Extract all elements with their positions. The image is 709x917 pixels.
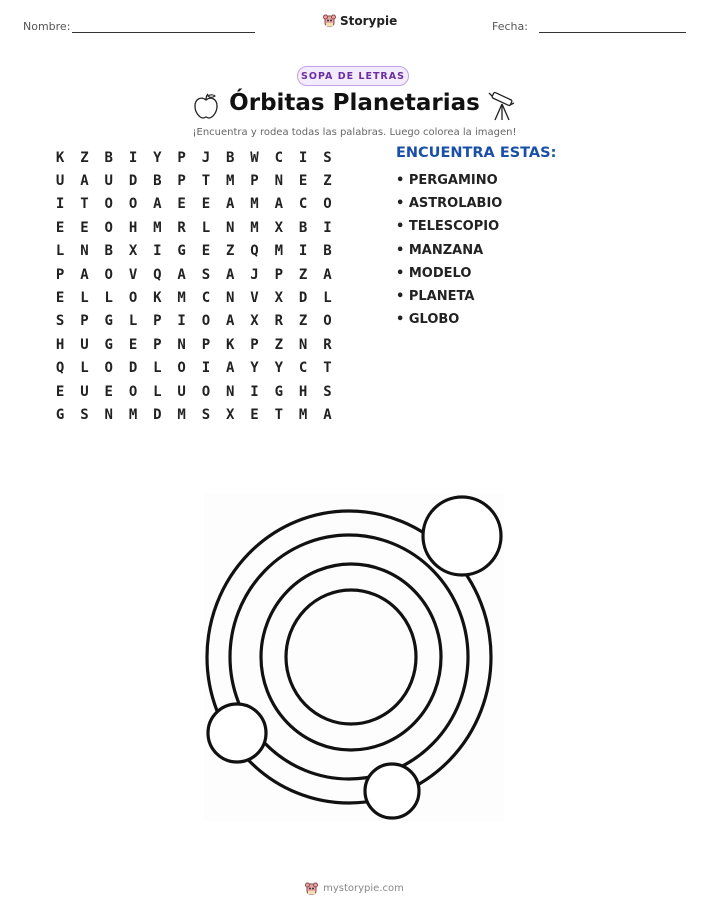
- grid-letter: S: [80, 406, 89, 423]
- grid-letter: R: [177, 219, 186, 236]
- grid-letter: D: [298, 290, 308, 307]
- grid-letter: L: [80, 360, 89, 377]
- grid-letter: N: [226, 383, 235, 400]
- grid-letter: O: [104, 219, 113, 236]
- grid-letter: P: [274, 266, 284, 283]
- grid-letter: M: [274, 243, 284, 260]
- date-label: Fecha:: [492, 20, 528, 33]
- grid-letter: N: [104, 406, 113, 423]
- grid-letter: Y: [274, 360, 284, 377]
- grid-letter: A: [80, 173, 89, 190]
- grid-letter: I: [153, 243, 162, 260]
- grid-letter: L: [153, 383, 162, 400]
- grid-letter: Z: [80, 149, 89, 166]
- grid-letter: X: [274, 219, 284, 236]
- grid-letter: J: [250, 266, 259, 283]
- grid-letter: A: [177, 266, 186, 283]
- grid-letter: I: [298, 149, 308, 166]
- grid-letter: D: [128, 360, 138, 377]
- grid-letter: A: [226, 313, 235, 330]
- grid-letter: G: [177, 243, 186, 260]
- name-line: [72, 32, 255, 33]
- grid-letter: B: [298, 219, 308, 236]
- grid-letter: H: [298, 383, 308, 400]
- grid-letter: T: [274, 406, 284, 423]
- grid-letter: L: [104, 290, 113, 307]
- footer: [0, 881, 709, 896]
- date-line: [539, 32, 686, 33]
- grid-letter: E: [250, 406, 259, 423]
- grid-letter: O: [201, 383, 211, 400]
- word-list-item: • MANZANA: [396, 242, 484, 258]
- grid-letter: U: [104, 173, 113, 190]
- grid-letter: B: [323, 243, 332, 260]
- bottom-planet: [365, 764, 419, 818]
- grid-letter: S: [55, 313, 65, 330]
- grid-letter: X: [226, 406, 235, 423]
- grid-letter: Z: [298, 313, 308, 330]
- grid-letter: K: [226, 336, 235, 353]
- grid-letter: L: [153, 360, 162, 377]
- word-list: [396, 172, 502, 334]
- grid-letter: I: [201, 360, 211, 377]
- grid-letter: N: [80, 243, 89, 260]
- grid-letter: P: [177, 173, 186, 190]
- grid-letter: U: [177, 383, 186, 400]
- word-search-grid: [48, 146, 340, 427]
- word-list-item: • MODELO: [396, 265, 472, 281]
- grid-letter: C: [274, 149, 284, 166]
- grid-letter: T: [80, 196, 89, 213]
- grid-letter: R: [323, 336, 332, 353]
- grid-letter: X: [250, 313, 259, 330]
- grid-letter: Q: [153, 266, 162, 283]
- grid-letter: G: [104, 336, 113, 353]
- grid-letter: Q: [55, 360, 65, 377]
- brand: [323, 13, 397, 28]
- grid-letter: V: [128, 266, 138, 283]
- grid-letter: M: [177, 290, 186, 307]
- grid-letter: J: [201, 149, 211, 166]
- grid-letter: Z: [323, 173, 332, 190]
- grid-letter: S: [323, 149, 332, 166]
- grid-letter: O: [104, 360, 113, 377]
- grid-letter: P: [177, 149, 186, 166]
- grid-letter: U: [55, 173, 65, 190]
- grid-letter: M: [298, 406, 308, 423]
- grid-letter: G: [55, 406, 65, 423]
- grid-letter: P: [153, 336, 162, 353]
- grid-letter: O: [177, 360, 186, 377]
- grid-letter: P: [201, 336, 211, 353]
- grid-letter: S: [201, 266, 211, 283]
- grid-letter: E: [177, 196, 186, 213]
- grid-letter: O: [201, 313, 211, 330]
- grid-letter: C: [201, 290, 211, 307]
- word-list-item: • PLANETA: [396, 288, 475, 304]
- grid-letter: E: [128, 336, 138, 353]
- grid-letter: P: [250, 336, 259, 353]
- grid-letter: K: [55, 149, 65, 166]
- grid-letter: E: [201, 196, 211, 213]
- grid-letter: S: [201, 406, 211, 423]
- left-planet: [208, 704, 266, 762]
- grid-letter: A: [323, 406, 332, 423]
- grid-letter: O: [104, 196, 113, 213]
- grid-letter: L: [128, 313, 138, 330]
- grid-letter: T: [201, 173, 211, 190]
- grid-letter: W: [250, 149, 259, 166]
- grid-letter: Y: [153, 149, 162, 166]
- grid-letter: U: [80, 383, 89, 400]
- instructions: ¡Encuentra y rodea todas las palabras. Luego colorea la imagen!: [192, 127, 517, 138]
- grid-letter: O: [128, 383, 138, 400]
- grid-letter: N: [226, 290, 235, 307]
- grid-letter: A: [80, 266, 89, 283]
- grid-letter: P: [80, 313, 89, 330]
- grid-letter: V: [250, 290, 259, 307]
- grid-letter: O: [323, 313, 332, 330]
- grid-letter: G: [274, 383, 284, 400]
- grid-letter: E: [201, 243, 211, 260]
- grid-letter: N: [177, 336, 186, 353]
- grid-letter: I: [55, 196, 65, 213]
- grid-letter: E: [55, 383, 65, 400]
- grid-letter: D: [153, 406, 162, 423]
- page-title: [0, 90, 709, 116]
- storypie-mascot-icon: [323, 13, 336, 28]
- grid-letter: U: [80, 336, 89, 353]
- grid-letter: A: [274, 196, 284, 213]
- word-list-item: • PERGAMINO: [396, 173, 498, 188]
- grid-letter: E: [80, 219, 89, 236]
- grid-letter: I: [177, 313, 186, 330]
- grid-letter: L: [80, 290, 89, 307]
- grid-letter: O: [323, 196, 332, 213]
- name-label: Nombre:: [23, 20, 71, 33]
- grid-letter: R: [274, 313, 284, 330]
- grid-letter: O: [128, 196, 138, 213]
- grid-letter: X: [274, 290, 284, 307]
- grid-letter: Q: [250, 243, 259, 260]
- grid-letter: P: [153, 313, 162, 330]
- grid-letter: H: [128, 219, 138, 236]
- grid-letter: B: [104, 149, 113, 166]
- grid-letter: A: [226, 266, 235, 283]
- grid-letter: E: [55, 290, 65, 307]
- grid-letter: E: [55, 219, 65, 236]
- grid-letter: K: [153, 290, 162, 307]
- grid-letter: G: [104, 313, 113, 330]
- grid-letter: N: [226, 219, 235, 236]
- footer-url: mystorypie.com: [323, 883, 404, 894]
- planetary-orbits-illustration: [204, 493, 504, 821]
- grid-letter: M: [250, 219, 259, 236]
- grid-letter: O: [128, 290, 138, 307]
- grid-letter: Z: [298, 266, 308, 283]
- top-right-planet: [423, 497, 501, 575]
- grid-letter: M: [153, 219, 162, 236]
- grid-letter: D: [128, 173, 138, 190]
- word-list-item: • ASTROLABIO: [396, 196, 503, 212]
- grid-letter: S: [323, 383, 332, 400]
- page-title-text: Órbitas Planetarias: [229, 90, 480, 116]
- telescope-icon: [486, 90, 518, 122]
- word-list-title: ENCUENTRA ESTAS:: [396, 145, 557, 161]
- grid-letter: M: [250, 196, 259, 213]
- activity-badge: SOPA DE LETRAS: [297, 66, 409, 86]
- grid-letter: L: [55, 243, 65, 260]
- grid-letter: N: [298, 336, 308, 353]
- grid-letter: A: [323, 266, 332, 283]
- grid-letter: M: [128, 406, 138, 423]
- grid-letter: Z: [226, 243, 235, 260]
- grid-letter: O: [104, 266, 113, 283]
- grid-letter: B: [153, 173, 162, 190]
- grid-letter: C: [298, 360, 308, 377]
- grid-letter: I: [323, 219, 332, 236]
- grid-letter: X: [128, 243, 138, 260]
- grid-letter: H: [55, 336, 65, 353]
- grid-letter: I: [128, 149, 138, 166]
- grid-letter: L: [323, 290, 332, 307]
- grid-letter: C: [298, 196, 308, 213]
- grid-letter: A: [153, 196, 162, 213]
- grid-letter: T: [323, 360, 332, 377]
- grid-letter: A: [226, 196, 235, 213]
- grid-letter: L: [201, 219, 211, 236]
- grid-letter: I: [298, 243, 308, 260]
- grid-letter: I: [250, 383, 259, 400]
- grid-letter: Z: [274, 336, 284, 353]
- grid-letter: B: [104, 243, 113, 260]
- grid-letter: E: [104, 383, 113, 400]
- grid-letter: M: [226, 173, 235, 190]
- grid-letter: A: [226, 360, 235, 377]
- word-list-item: • TELESCOPIO: [396, 219, 500, 235]
- grid-letter: N: [274, 173, 284, 190]
- grid-letter: P: [55, 266, 65, 283]
- grid-letter: P: [250, 173, 259, 190]
- grid-letter: M: [177, 406, 186, 423]
- word-list-item: • GLOBO: [396, 312, 460, 328]
- brand-name: Storypie: [340, 13, 398, 28]
- apple-icon: [193, 92, 219, 120]
- storypie-mascot-icon: [305, 881, 318, 896]
- grid-letter: B: [226, 149, 235, 166]
- grid-letter: E: [298, 173, 308, 190]
- grid-letter: Y: [250, 360, 259, 377]
